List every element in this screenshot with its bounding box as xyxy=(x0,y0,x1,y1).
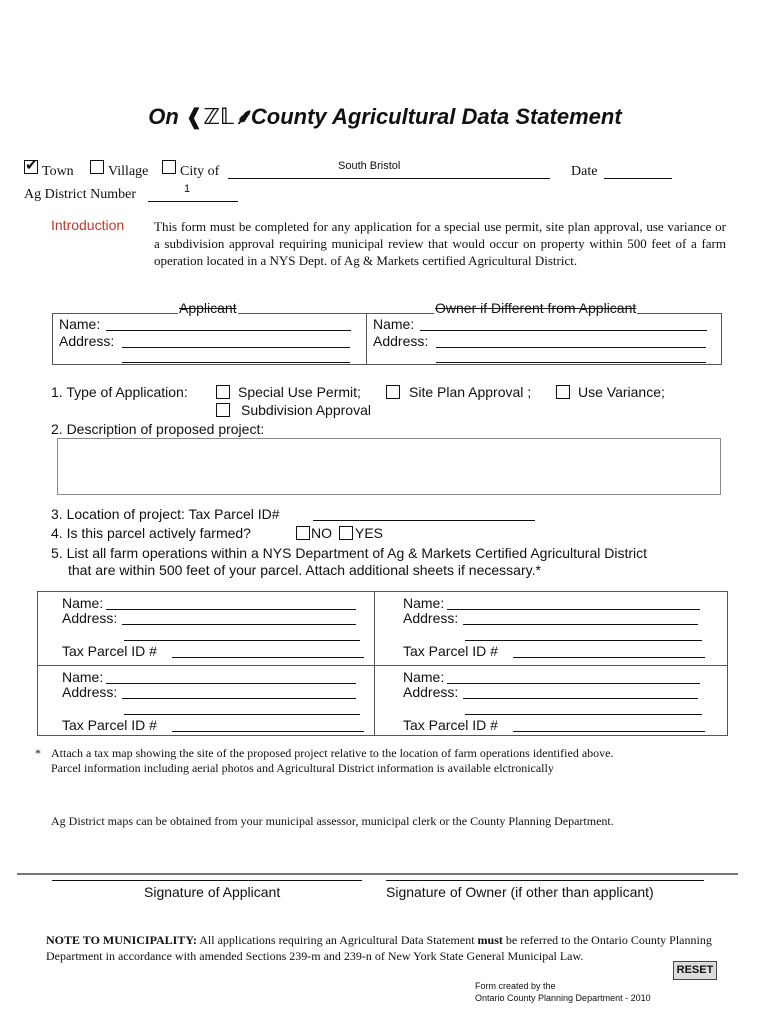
owner-signature-label: Signature of Owner (if other than applicant) xyxy=(386,884,654,900)
subdivision-label: Subdivision Approval xyxy=(241,402,371,418)
farm2-tax-field[interactable] xyxy=(513,657,705,658)
q5-line1: 5. List all farm operations within a NYS Department of Ag & Markets Certified Agricultural District xyxy=(51,545,648,561)
q1-label: 1. Type of Application: xyxy=(51,384,188,400)
site-plan-checkbox[interactable] xyxy=(386,385,400,399)
footnote-star: * xyxy=(35,746,41,760)
farm1-address-field[interactable] xyxy=(122,624,356,625)
farm3-name-label: Name: xyxy=(62,669,104,685)
farm4-address-field[interactable] xyxy=(463,698,698,699)
farm2-address-field-2[interactable] xyxy=(465,640,702,641)
note-label: NOTE TO MUNICIPALITY: xyxy=(46,933,197,947)
intro-label: Introduction xyxy=(51,217,125,233)
town-label: Town xyxy=(42,164,74,179)
applicant-address-field-2[interactable] xyxy=(122,362,350,363)
farm1-name-field[interactable] xyxy=(106,609,356,610)
intro-text: This form must be completed for any application for a special use permit, site plan approval, use variance or a subdivision approval requiring municipal review that would occur on property within 500 feet of a farm operation located in a NYS Dept. of Ag & Markets certified Agricultural District. xyxy=(154,219,726,268)
applicant-divider xyxy=(366,314,367,364)
farm2-name-label: Name: xyxy=(403,595,445,611)
farmed-yes-label: YES xyxy=(355,525,384,541)
owner-heading: Owner if Different from Applicant xyxy=(435,300,637,316)
farm4-name-label: Name: xyxy=(403,669,445,685)
applicant-heading: Applicant xyxy=(179,300,237,316)
use-variance-checkbox[interactable] xyxy=(556,385,570,399)
date-field-line[interactable] xyxy=(604,178,672,179)
farmed-no-label: NO xyxy=(311,525,332,541)
tax-parcel-id-field[interactable] xyxy=(313,520,535,521)
owner-signature-line[interactable] xyxy=(386,880,704,881)
farm3-address-field[interactable] xyxy=(122,698,356,699)
village-checkbox[interactable] xyxy=(90,160,104,174)
city-field-value[interactable]: South Bristol xyxy=(338,160,401,172)
applicant-name-label: Name: xyxy=(59,316,101,332)
farm2-address-field[interactable] xyxy=(463,624,698,625)
city-checkbox[interactable] xyxy=(162,160,176,174)
farm-table-divider-h xyxy=(38,665,727,666)
owner-name-field[interactable] xyxy=(420,330,707,331)
farm1-tax-label: Tax Parcel ID # xyxy=(62,643,157,659)
owner-address-field[interactable] xyxy=(436,347,706,348)
use-variance-label: Use Variance; xyxy=(578,384,665,400)
q2-label: 2. Description of proposed project: xyxy=(51,421,265,437)
note-text1: All applications requiring an Agricultural Data Statement xyxy=(199,933,475,947)
note-must: must xyxy=(477,933,503,947)
footnote-line2: Parcel information including aerial photos and Agricultural District information is available elctronically xyxy=(51,761,554,775)
owner-address-field-2[interactable] xyxy=(436,362,706,363)
city-label: City of xyxy=(180,164,220,179)
farm3-name-field[interactable] xyxy=(106,683,356,684)
farm3-tax-field[interactable] xyxy=(172,731,364,732)
ag-district-value[interactable]: 1 xyxy=(184,183,191,195)
farm4-name-field[interactable] xyxy=(447,683,700,684)
farmed-yes-checkbox[interactable] xyxy=(339,526,353,540)
farm1-name-label: Name: xyxy=(62,595,104,611)
farm1-tax-field[interactable] xyxy=(172,657,364,658)
village-label: Village xyxy=(108,164,149,179)
farm3-address-field-2[interactable] xyxy=(124,714,360,715)
farm4-tax-field[interactable] xyxy=(513,731,705,732)
applicant-name-field[interactable] xyxy=(106,330,351,331)
applicant-signature-line[interactable] xyxy=(52,880,362,881)
farm1-address-field-2[interactable] xyxy=(124,640,360,641)
signature-rule xyxy=(17,873,738,875)
farm3-address-label: Address: xyxy=(62,684,118,700)
maps-note: Ag District maps can be obtained from your municipal assessor, municipal clerk or the County Planning Department. xyxy=(51,814,614,828)
owner-address-label: Address: xyxy=(373,333,429,349)
city-field-line[interactable] xyxy=(228,178,550,179)
q5-line2: that are within 500 feet of your parcel. Attach additional sheets if necessary.* xyxy=(68,562,541,578)
q3-label: 3. Location of project: Tax Parcel ID# xyxy=(51,506,280,522)
ag-district-label: Ag District Number xyxy=(24,187,136,202)
special-use-label: Special Use Permit; xyxy=(238,384,361,400)
farm3-tax-label: Tax Parcel ID # xyxy=(62,717,157,733)
site-plan-label: Site Plan Approval ; xyxy=(409,384,532,400)
date-label: Date xyxy=(571,164,598,179)
applicant-signature-label: Signature of Applicant xyxy=(144,884,281,900)
farm1-address-label: Address: xyxy=(62,610,118,626)
project-description-field[interactable] xyxy=(57,438,721,495)
subdivision-checkbox[interactable] xyxy=(216,403,230,417)
special-use-checkbox[interactable] xyxy=(216,385,230,399)
farm2-address-label: Address: xyxy=(403,610,459,626)
applicant-address-field[interactable] xyxy=(122,347,350,348)
farmed-no-checkbox[interactable] xyxy=(296,526,310,540)
farm2-name-field[interactable] xyxy=(447,609,700,610)
applicant-address-label: Address: xyxy=(59,333,115,349)
footnote-line1: Attach a tax map showing the site of the proposed project relative to the location of farm operations identified above. xyxy=(51,746,614,760)
q4-label: 4. Is this parcel actively farmed? xyxy=(51,525,251,541)
town-checkbox[interactable] xyxy=(24,157,38,174)
farm4-address-field-2[interactable] xyxy=(465,714,702,715)
check-icon: ✔ xyxy=(25,157,38,174)
farm-table-divider-v xyxy=(374,592,375,735)
note-text2: be referred to the Ontario County Planning Department in accordance with amended Sections 239-m and 239-n of New York State General Municipal Law. xyxy=(46,933,712,963)
owner-name-label: Name: xyxy=(373,316,415,332)
credit-line2: Ontario County Planning Department - 2010 xyxy=(475,993,651,1003)
ag-district-field-line[interactable] xyxy=(148,201,238,202)
page-title: On ❰ℤ𝕃⸙County Agricultural Data Statement xyxy=(148,104,622,129)
farm2-tax-label: Tax Parcel ID # xyxy=(403,643,498,659)
credit-line1: Form created by the xyxy=(475,981,556,991)
farm4-address-label: Address: xyxy=(403,684,459,700)
farm4-tax-label: Tax Parcel ID # xyxy=(403,717,498,733)
reset-button[interactable]: RESET xyxy=(673,961,717,980)
municipality-note xyxy=(46,932,728,964)
